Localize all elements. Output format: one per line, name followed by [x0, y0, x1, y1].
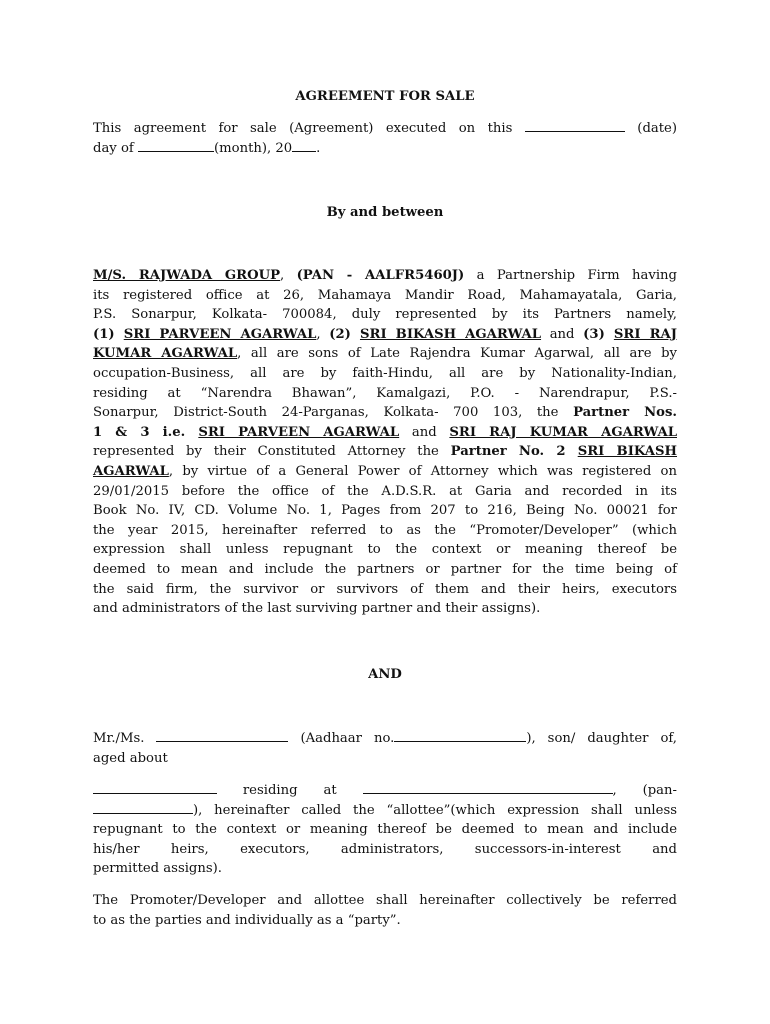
- pan-blank: [93, 801, 193, 814]
- residing-label: residing: [242, 783, 298, 798]
- day-of-label: day of: [93, 140, 134, 156]
- promoter-line: [93, 423, 677, 443]
- allottee-paragraph-1: [93, 729, 677, 768]
- allottee-line: aged about: [93, 750, 168, 766]
- promoter-line: Book No. IV, CD. Volume No. 1, Pages from 207 to 216, Being No. 00021 for: [93, 503, 677, 519]
- represented-partner-3: SRI RAJ KUMAR AGARWAL: [449, 424, 677, 440]
- allottee-text: ), hereinafter called the “allottee”(which expression shall unless: [193, 802, 677, 818]
- allottee-paragraph-2: [93, 781, 677, 879]
- promoter-line: and administrators of the last surviving partner and their assigns).: [93, 601, 541, 617]
- partner-no-2-label: Partner No. 2: [450, 444, 578, 460]
- promoter-line: [93, 266, 677, 286]
- punct: ,: [280, 268, 297, 283]
- allottee-line: permitted assigns).: [93, 861, 222, 877]
- partner-2-number: (2): [329, 326, 360, 342]
- and-heading: AND: [368, 667, 402, 682]
- promoter-line: 29/01/2015 before the office of the A.D.S.R. at Garia and recorded in its: [93, 483, 677, 499]
- firm-name: M/S. RAJWADA GROUP: [93, 268, 280, 283]
- attorney-name-cont: AGARWAL: [93, 463, 169, 479]
- allottee-line: his/her heirs, executors, administrators, successors-in-interest and: [93, 841, 677, 857]
- name-blank: [156, 729, 288, 742]
- pan-label: (pan-: [642, 783, 677, 798]
- age-blank: [93, 781, 217, 794]
- promoter-line: [93, 442, 677, 462]
- promoter-line: [93, 325, 677, 345]
- allottee-line: [93, 781, 677, 801]
- allottee-line: [93, 729, 677, 749]
- promoter-paragraph: [93, 266, 677, 619]
- promoter-line: [93, 462, 677, 482]
- address-blank: [363, 781, 613, 794]
- firm-pan: (PAN - AALFR5460J): [296, 268, 465, 283]
- represented-partner-1: SRI PARVEEN AGARWAL: [198, 424, 400, 440]
- date-label: (date): [637, 121, 677, 136]
- promoter-line: residing at “Narendra Bhawan”, Kamalgazi, P.O. - Narendrapur, P.S.-: [93, 385, 677, 401]
- allottee-line: repugnant to the context or meaning thereof be deemed to mean and include: [93, 822, 677, 838]
- promoter-line: [93, 344, 677, 364]
- parties-line: to as the parties and individually as a “party”.: [93, 912, 401, 928]
- partner-1-number: (1): [93, 326, 124, 342]
- aadhaar-blank: [394, 729, 526, 742]
- promoter-text: Sonarpur, District-South 24-Parganas, Kolkata- 700 103, the: [93, 405, 574, 421]
- punct: ,: [612, 783, 617, 798]
- month-blank: [138, 139, 214, 152]
- promoter-text: , by virtue of a General Power of Attorney which was registered on: [168, 463, 677, 479]
- allottee-line: [93, 801, 677, 821]
- promoter-line: expression shall unless repugnant to the context or meaning thereof be: [93, 542, 677, 558]
- name-label: Mr./Ms.: [93, 731, 145, 746]
- intro-line-1: [93, 119, 677, 139]
- attorney-name: SRI BIKASH: [577, 444, 678, 460]
- promoter-line: deemed to mean and include the partners or partner for the time being of: [93, 561, 677, 577]
- punct: ,: [316, 326, 330, 342]
- promoter-line: [93, 403, 677, 423]
- relation-label: ), son/ daughter of,: [526, 731, 677, 746]
- aadhaar-label: (Aadhaar no.: [300, 731, 395, 746]
- month-label: (month), 20: [213, 140, 293, 156]
- parties-paragraph: [93, 891, 677, 930]
- promoter-text: represented by their Constituted Attorney the: [93, 444, 451, 460]
- by-and-between-heading: By and between: [326, 205, 444, 220]
- promoter-line: P.S. Sonarpur, Kolkata- 700084, duly represented by its Partners namely,: [93, 307, 677, 323]
- partner-3-name: SRI RAJ: [613, 326, 678, 342]
- partner-nos-label-cont: 1 & 3 i.e.: [93, 424, 199, 440]
- date-blank: [525, 119, 625, 132]
- partner-nos-label: Partner Nos.: [573, 405, 677, 421]
- intro-paragraph: [93, 119, 677, 158]
- promoter-line: the said firm, the survivor or survivors of them and their heirs, executors: [93, 581, 677, 597]
- promoter-text: a Partnership Firm having: [464, 268, 677, 283]
- conjunction: and: [399, 424, 450, 440]
- document-title: AGREEMENT FOR SALE: [295, 89, 475, 104]
- partner-3-name-cont: KUMAR AGARWAL: [93, 346, 238, 362]
- year-blank: [292, 139, 316, 152]
- intro-text: This agreement for sale (Agreement) executed on this: [93, 121, 513, 136]
- promoter-text: , all are sons of Late Rajendra Kumar Agarwal, all are by: [237, 346, 677, 362]
- promoter-line: the year 2015, hereinafter referred to as the “Promoter/Developer” (which: [93, 522, 677, 538]
- promoter-line: its registered office at 26, Mahamaya Mandir Road, Mahamayatala, Garia,: [93, 287, 677, 303]
- partner-1-name: SRI PARVEEN AGARWAL: [123, 326, 317, 342]
- at-label: at: [323, 783, 337, 798]
- intro-period: .: [316, 140, 321, 156]
- parties-line: The Promoter/Developer and allottee shall hereinafter collectively be referred: [93, 893, 677, 908]
- intro-line-2: [93, 139, 677, 159]
- conjunction: and: [541, 326, 584, 342]
- promoter-line: occupation-Business, all are by faith-Hindu, all are by Nationality-Indian,: [93, 365, 677, 381]
- partner-3-number: (3): [583, 326, 614, 342]
- partner-2-name: SRI BIKASH AGARWAL: [359, 326, 542, 342]
